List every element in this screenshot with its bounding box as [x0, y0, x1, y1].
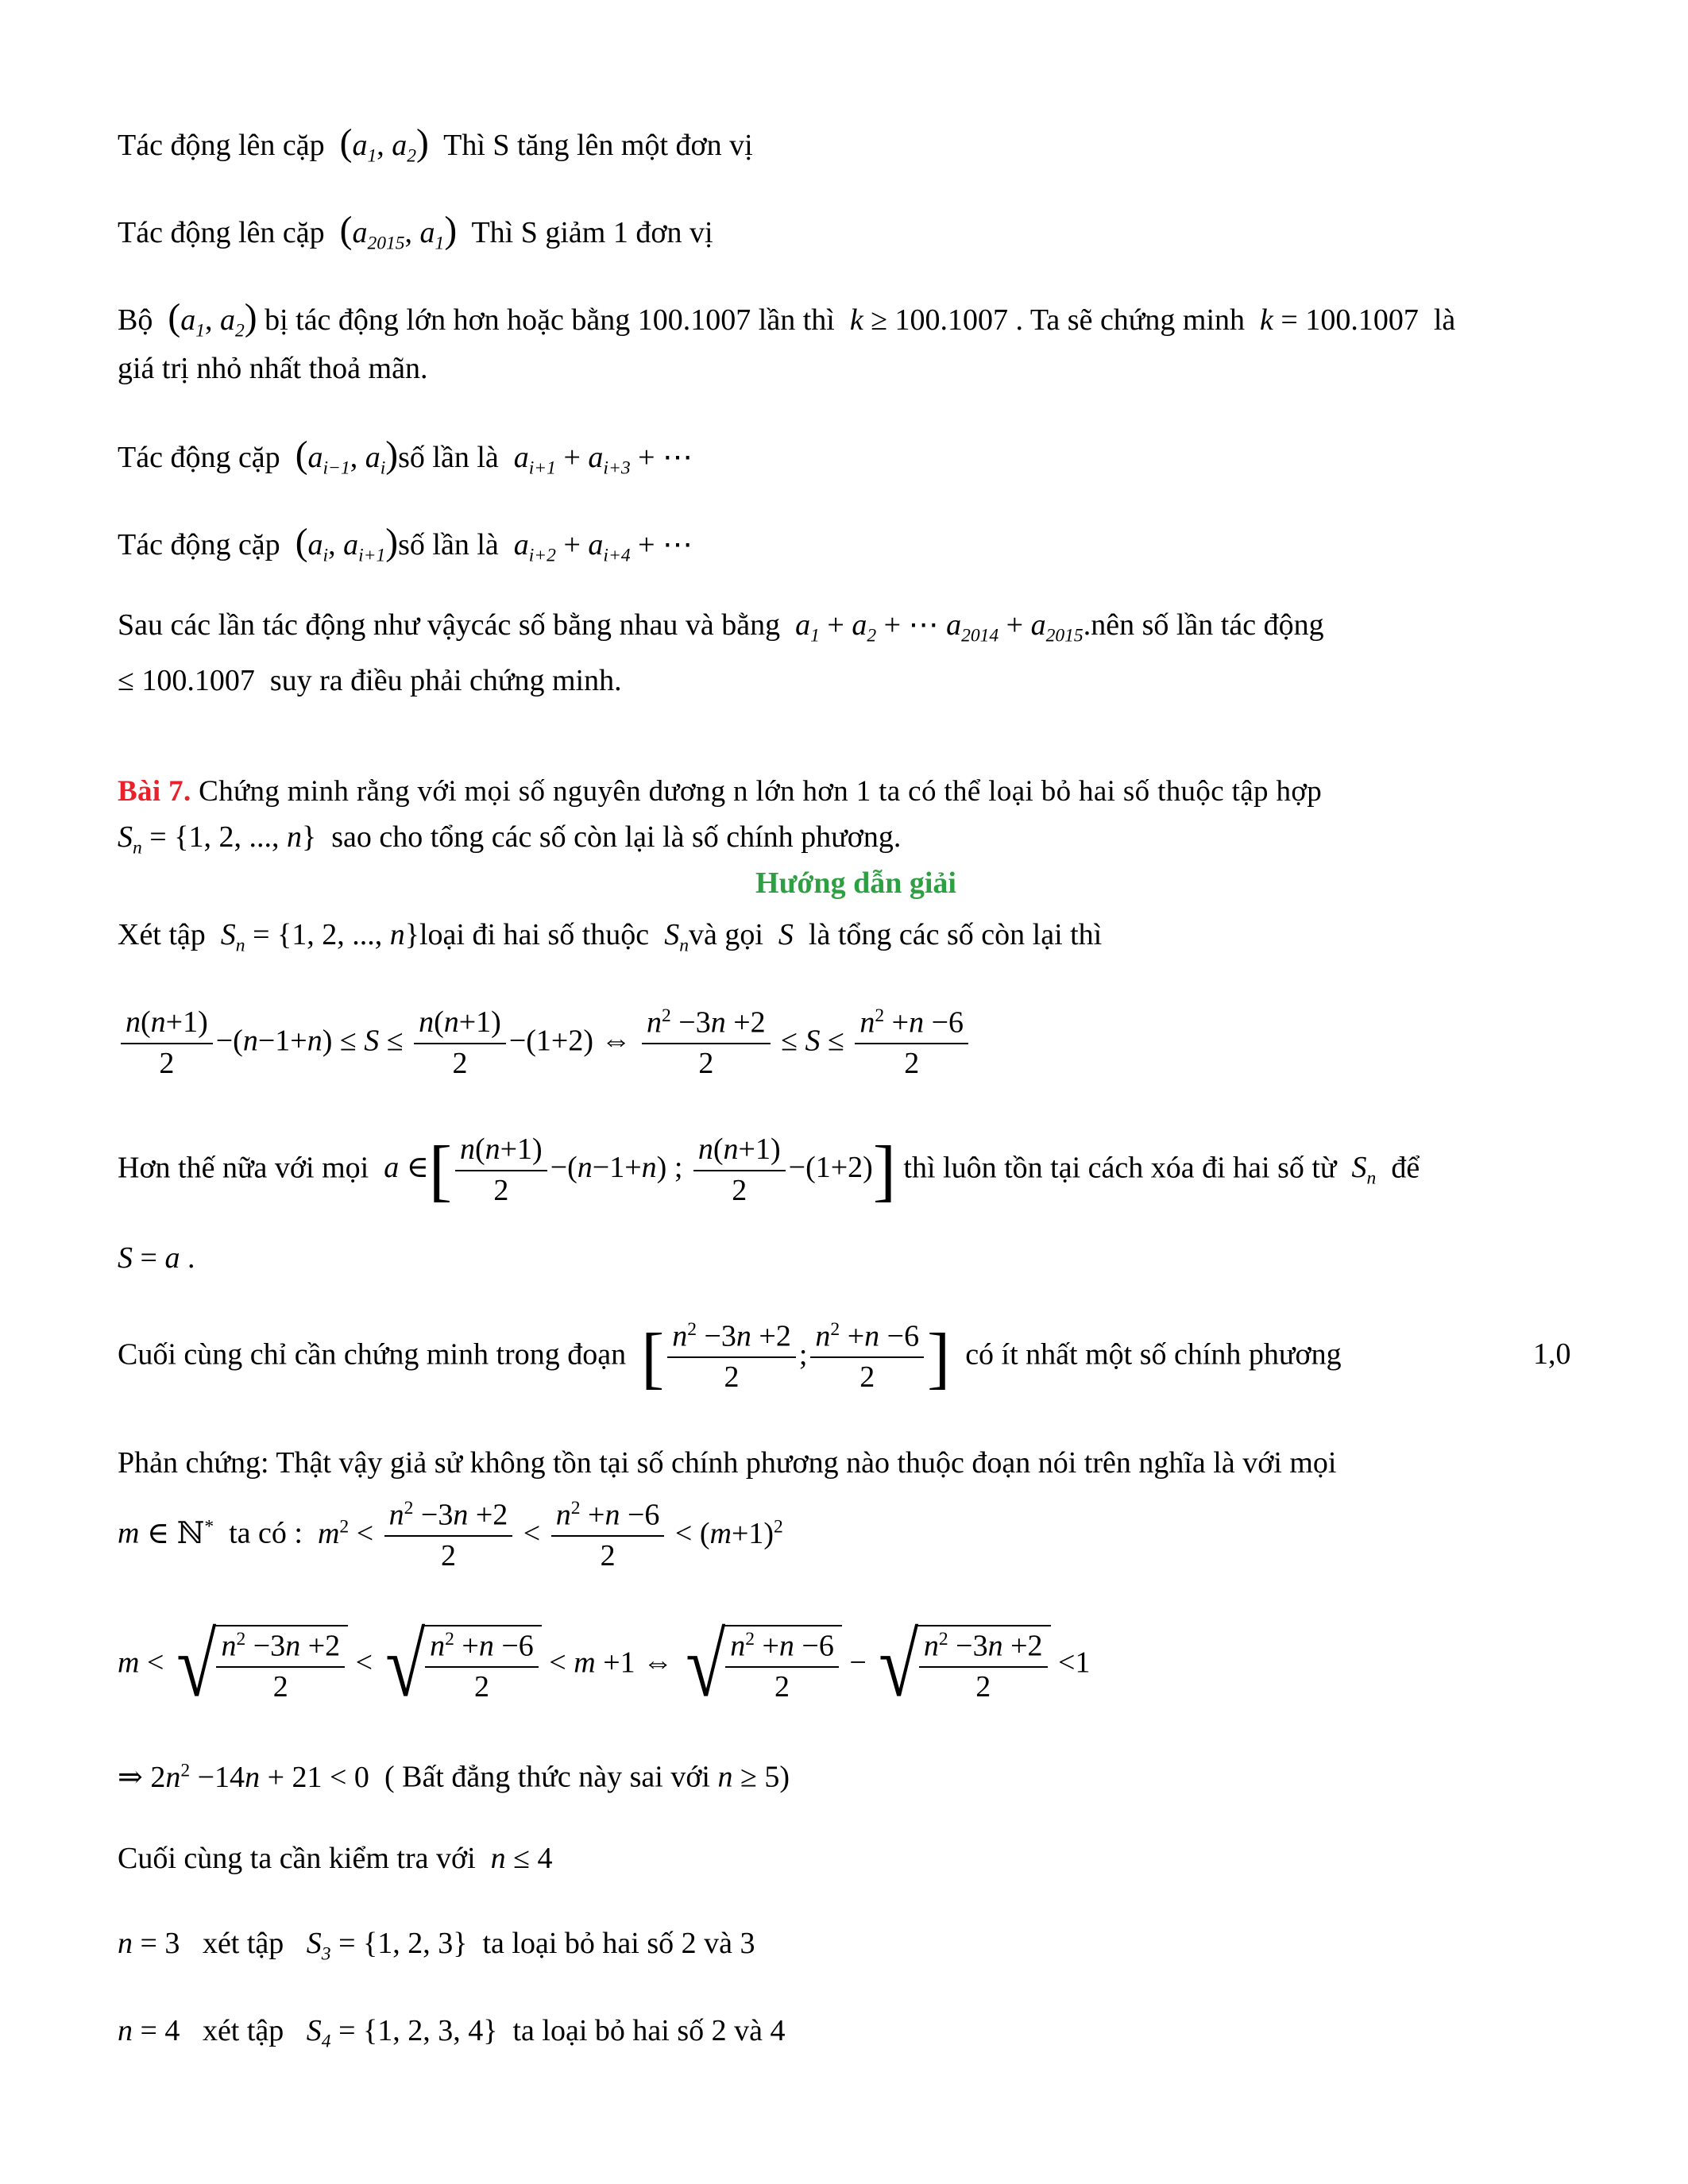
math-k-eq: k = 100.1007	[1252, 303, 1419, 337]
math-pair-ai-1-ai: ($a_{i-1}$, $a_i$)	[295, 434, 399, 479]
math-set-s3: $S_3 = \{1$, 2, 3}	[291, 1927, 468, 1965]
problem-text-2: sao cho tổng các số còn lại là số chính phương.	[331, 820, 902, 854]
math-n-leq-4: n ≤ 4	[483, 1842, 553, 1875]
text-line-4	[118, 433, 693, 480]
frac-lower-bound: $\frac{n^2 -3n +2}{2}$	[642, 1005, 771, 1082]
text-line-5	[118, 520, 693, 567]
frac-n-n1-over-2-b: $\frac{n(n+1)}{2}$	[414, 1005, 506, 1082]
line3-second: giá trị nhỏ nhất thoả mãn.	[118, 352, 428, 385]
line6-second: suy ra điều phải chứng minh.	[269, 664, 622, 697]
line4-mid: số lần là	[398, 441, 499, 474]
text-line-1	[118, 121, 753, 168]
text-line-6	[118, 608, 1324, 647]
math-s: S	[771, 918, 802, 951]
solution-heading: Hướng dẫn giải	[755, 866, 956, 900]
math-n-eq-3: n = 3	[118, 1927, 180, 1960]
sol12-b: ta loại bỏ hai số 2 và 4	[512, 2014, 786, 2047]
math-sum-even: $a_{i+2} + a_{i+4}$ + ⋯	[506, 528, 693, 566]
line3-part-c: . Ta sẽ chứng minh	[1015, 303, 1246, 337]
sol7-a: ta có :	[229, 1516, 303, 1550]
math-pair-ai-ai1: ($a_i$, $a_{i+1}$)	[295, 522, 399, 566]
sol5-a: Cuối cùng chỉ cần chứng minh trong đoạn	[118, 1337, 627, 1372]
sqrt-upper-2: √ $\frac{n^2 +n -6}{2}$	[681, 1620, 842, 1711]
sol6: Phản chứng: Thật vậy giả sử không tồn tại số chính phương nào thuộc đoạn nói trên nghĩa là với mọi	[118, 1446, 1337, 1480]
math-interval-squares: [ $\frac{n^2 -3n +2}{2}$ ; $\frac{n^2 +n -6}{2}$ ]	[641, 1318, 951, 1396]
math-m-in-n: m ∈ ℕ*	[118, 1515, 214, 1550]
line6-part-a: Sau các lần tác động như vậycác số bằng nhau và bằng	[118, 608, 781, 642]
text-line-3	[118, 295, 1455, 342]
math-square-chain: $m^2$ < $\frac{n^2 -3n +2}{2}$ < $\frac{n^2 +n -6}{2}$ < $(m+1)^2$	[310, 1498, 783, 1573]
solution-line-1	[118, 917, 1102, 957]
text-line-2	[118, 208, 713, 255]
solution-line-11	[118, 1926, 755, 1966]
sol3-c: để	[1391, 1151, 1420, 1185]
sol11-a: xét tập	[202, 1927, 284, 1960]
math-set-sn: $S_n = \{1$, 2, ..., n}	[118, 820, 317, 859]
solution-line-10	[118, 1841, 553, 1877]
sqrt-lower: √ $\frac{n^2 -3n +2}{2}$	[172, 1620, 348, 1711]
math-pair-a2015-a1: ($a_{2015}$, $a_1$)	[339, 210, 458, 254]
problem-label: Bài 7.	[118, 775, 191, 808]
sol1-a: Xét tập	[118, 918, 206, 951]
math-interval-a: a ∈[ $\frac{n(n+1)}{2}$ −(n−1+n) ; $\frac{n(n+1)}{2}$ −(1+2)]	[376, 1131, 896, 1209]
line6-part-b: .nên số lần tác động	[1083, 608, 1324, 642]
sol5-b: có ít nhất một số chính phương	[965, 1337, 1342, 1372]
problem-statement-line-2	[118, 820, 901, 859]
problem-statement-line-1	[118, 774, 1575, 809]
sqrt-lower-2: √ $\frac{n^2 -3n +2}{2}$	[874, 1620, 1050, 1711]
solution-line-7	[118, 1497, 783, 1575]
solution-heading-row	[0, 866, 1688, 902]
math-set-s4: $S_4 = \{1$, 2, 3, 4}	[291, 2014, 498, 2052]
line2-suffix: Thì S giảm 1 đơn vị	[471, 216, 713, 249]
line5-prefix: Tác động cặp	[118, 528, 280, 561]
text-line-3b	[118, 351, 427, 388]
line3-part-a: Bộ	[118, 303, 153, 337]
math-pair-a1-a2-b: ($a_1$, $a_2$)	[168, 297, 257, 341]
solution-root-chain: m < √ $\frac{n^2 -3n +2}{2}$ < √ $\frac{n^2 +n -6}{2}$ < m +1 ⇔ √ $\frac{n^2 +n -6}{2}$ − √ $\frac{n^2 -3n +2}{2}$ <1	[118, 1615, 1091, 1715]
sol11-b: ta loại bỏ hai số 2 và 3	[482, 1927, 755, 1960]
sol1-b: loại đi hai số thuộc	[419, 918, 650, 951]
sol3-b: thì luôn tồn tại cách xóa đi hai số từ	[903, 1151, 1337, 1185]
line1-prefix: Tác động lên cặp	[118, 129, 325, 162]
score-value: 1,0	[1533, 1337, 1571, 1371]
line3-part-b: bị tác động lớn hơn hoặc bằng 100.1007 lần thì	[265, 303, 835, 337]
math-set-sn-2: $S_n = \{1$, 2, ..., n}	[213, 918, 419, 956]
sol12-a: xét tập	[202, 2014, 284, 2047]
solution-line-3	[118, 1132, 1420, 1209]
math-n-eq-4: n = 4	[118, 2014, 180, 2047]
line3-part-d: là	[1433, 303, 1456, 337]
solution-line-12	[118, 2013, 785, 2053]
text-line-6b	[118, 663, 622, 700]
frac-n-n1-over-2: $\frac{n(n+1)}{2}$	[121, 1005, 213, 1082]
math-leq-bound: ≤ 100.1007	[118, 664, 255, 697]
sol1-d: là tổng các số còn lại thì	[808, 918, 1103, 951]
math-total-sum: $a_1 + a_2$ + ⋯ $a_{2014} + a_{2015}$	[787, 608, 1083, 646]
math-s-eq-a: S = a .	[118, 1241, 195, 1275]
line5-mid: số lần là	[398, 528, 499, 561]
math-sn-3: $S_n$	[1344, 1151, 1377, 1189]
math-n-geq-5: n ≥ 5)	[717, 1760, 790, 1794]
solution-line-4	[118, 1241, 195, 1277]
line2-prefix: Tác động lên cặp	[118, 216, 325, 249]
frac-upper-bound: $\frac{n^2 +n -6}{2}$	[855, 1005, 968, 1082]
math-sum-odd: $a_{i+1} + a_{i+3}$ + ⋯	[506, 441, 693, 479]
line1-suffix: Thì S tăng lên một đơn vị	[443, 129, 753, 162]
solution-line-5	[118, 1318, 1342, 1396]
sol9-b: ( Bất đẳng thức này sai với	[384, 1760, 710, 1794]
line4-prefix: Tác động cặp	[118, 441, 280, 474]
score-marker	[1533, 1337, 1571, 1373]
sol3-a: Hơn thế nữa với mọi	[118, 1151, 369, 1185]
math-pair-a1-a2: ($a_1$, $a_2$)	[339, 122, 429, 167]
math-sn: $S_n$	[656, 918, 689, 956]
sqrt-upper: √ $\frac{n^2 +n -6}{2}$	[380, 1620, 542, 1711]
problem-text-1: Chứng minh rằng với mọi số nguyên dương n lớn hơn 1 ta có thể loại bỏ hai số thuộc tập hợp	[199, 775, 1323, 808]
math-quadratic: ⇒ $2n^2 -14n + 21 < 0$	[118, 1760, 369, 1794]
math-k-geq: k ≥ 100.1007	[842, 303, 1009, 337]
sol10: Cuối cùng ta cần kiểm tra với	[118, 1842, 476, 1875]
solution-line-9	[118, 1759, 790, 1796]
sol1-c: và gọi	[688, 918, 763, 951]
solution-inequality-1: $\frac{n(n+1)}{2}$ −(n−1+n) ≤ S ≤ $\frac{n(n+1)}{2}$ −(1+2) ⇔ $\frac{n^2 -3n +2}{2}$ ≤ S ≤ $\frac{n^2 +n -6}{2}$	[118, 1005, 971, 1082]
solution-line-6	[118, 1445, 1337, 1482]
